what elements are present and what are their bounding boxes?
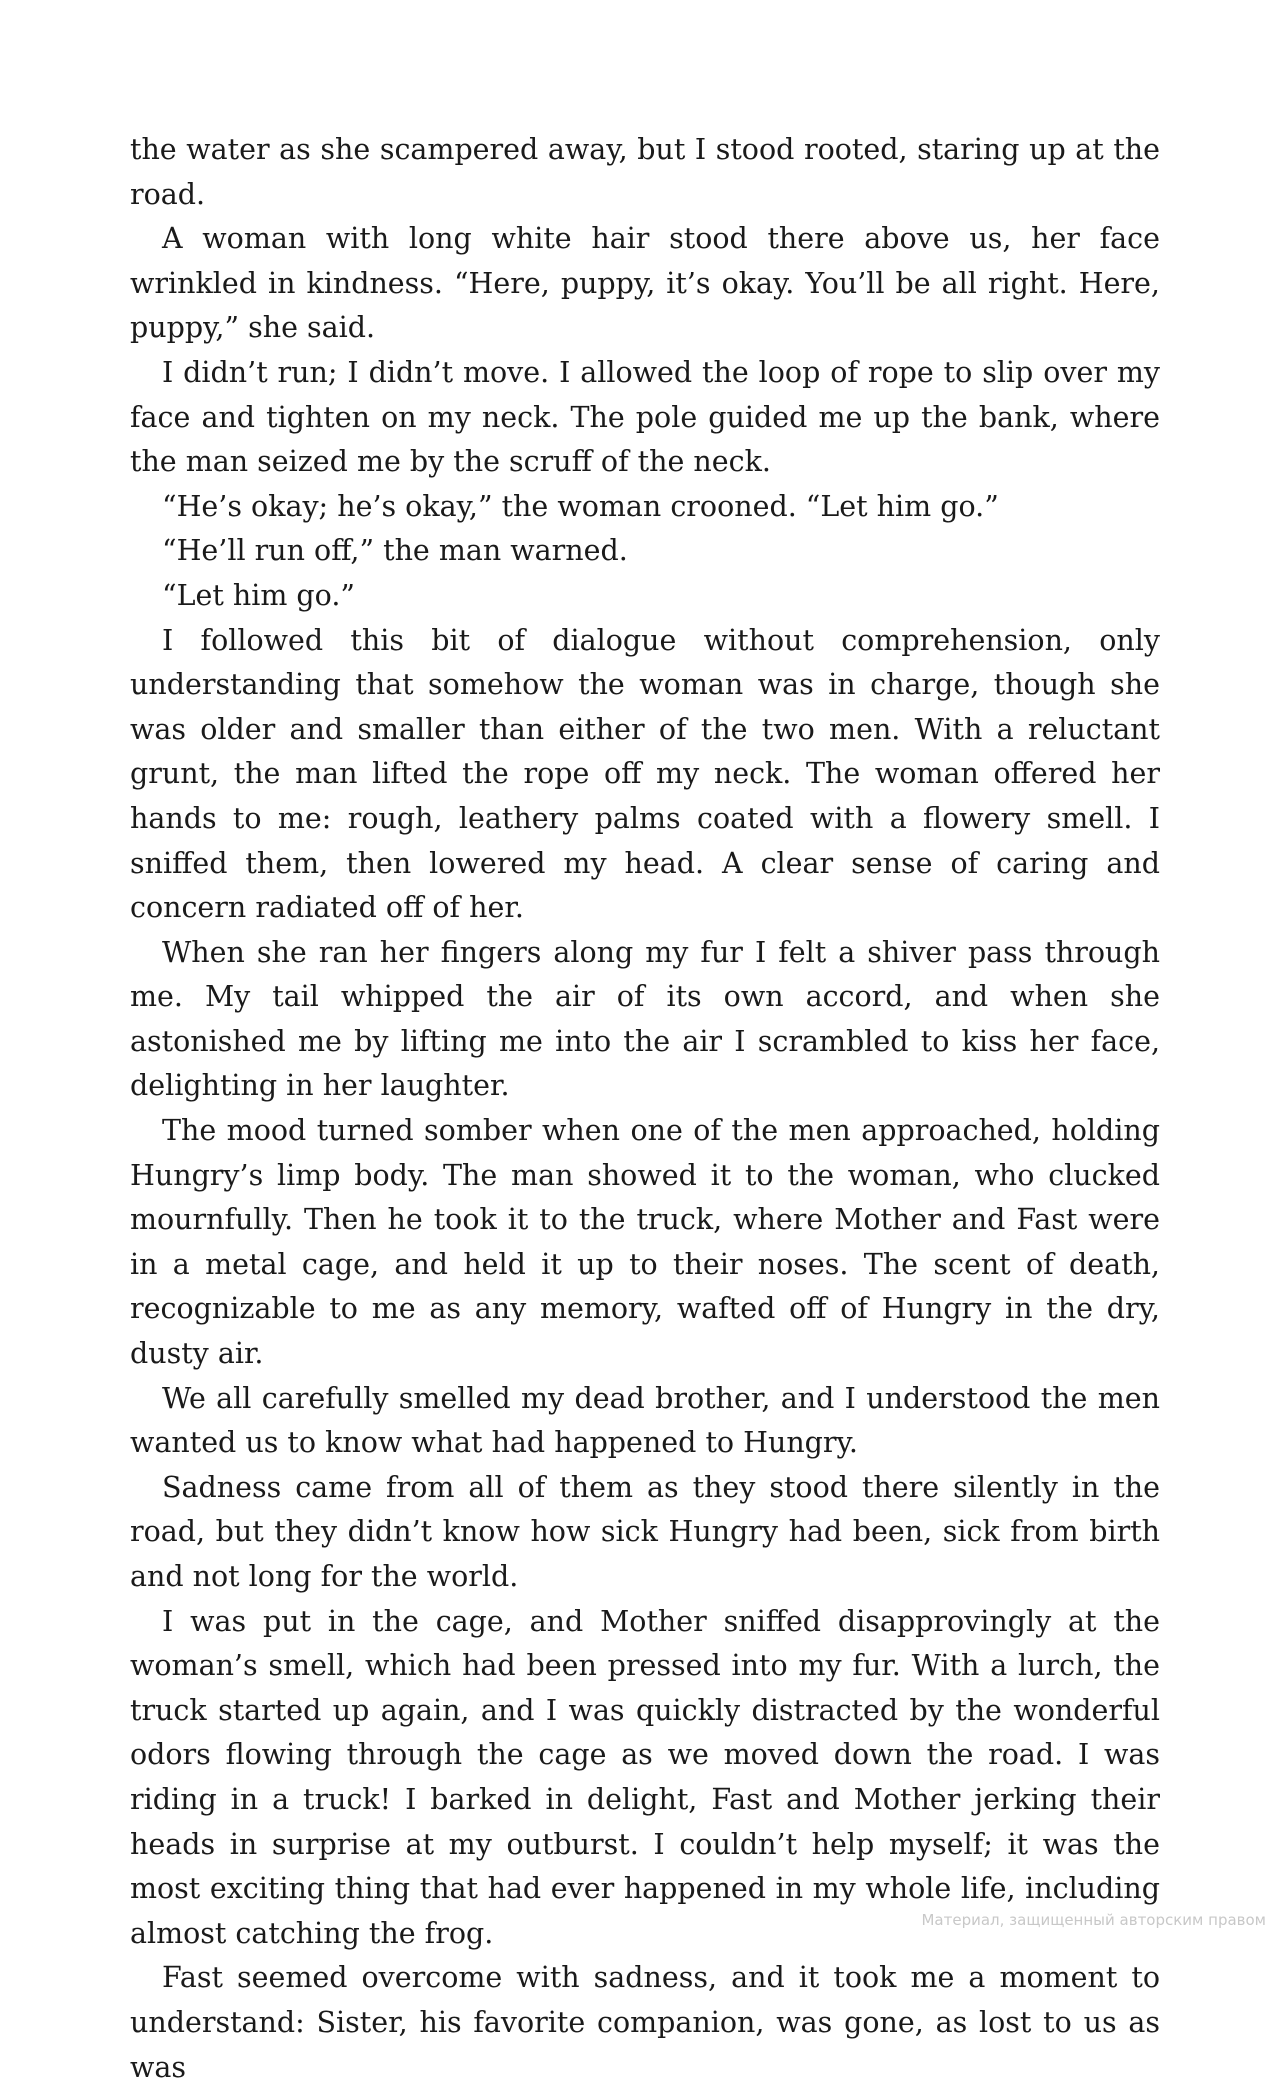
paragraph-11: Sadness came from all of them as they stood there silently in the road, but they didn’t know how sick Hungry had been, sick from birth and not long for the world. — [130, 1470, 1160, 1593]
paragraph-1: the water as she scampered away, but I stood rooted, staring up at the road. — [130, 133, 1160, 211]
paragraph-9: The mood turned somber when one of the men approached, holding Hungry’s limp body. The man showed it to the woman, who clucked mournfully. Then he took it to the truck, where Mother and Fast were in a metal cage, and held it up to their noses. The scent of death, recognizable to me as any memory, wafted off of Hungry in the dry, dusty air. — [130, 1114, 1160, 1371]
paragraph-4: “He’s okay; he’s okay,” the woman crooned. “Let him go.” — [162, 489, 999, 523]
paragraph-2: A woman with long white hair stood there above us, her face wrinkled in kindness. “Here, puppy, it’s okay. You’ll be all right. Here, puppy,” she said. — [130, 222, 1160, 345]
paragraph-10: We all carefully smelled my dead brother, and I understood the men wanted us to know what had happened to Hungry. — [130, 1381, 1160, 1460]
paragraph-6: “Let him go.” — [162, 578, 355, 612]
paragraph-8: When she ran her fingers along my fur I felt a shiver pass through me. My tail whipped the air of its own accord, and when she astonished me by lifting me into the air I scrambled to kiss her face, delighting in her laughter. — [130, 935, 1160, 1103]
paragraph-5: “He’ll run off,” the man warned. — [162, 534, 628, 568]
paragraph-12: I was put in the cage, and Mother sniffed disapprovingly at the woman’s smell, which had been pressed into my fur. With a lurch, the truck started up again, and I was quickly distracted by the wonderful odors flowing through the cage as we moved down the road. I was riding in a truck! I barked in delight, Fast and Mother jerking their heads in surprise at my outburst. I couldn’t help myself; it was the most exciting thing that had ever happened in my whole life, including almost catching the frog. — [130, 1604, 1160, 1950]
copyright-watermark: Материал, защищенный авторским правом — [921, 1911, 1266, 1929]
paragraph-7: I followed this bit of dialogue without comprehension, only understanding that somehow the woman was in charge, though she was older and smaller than either of the two men. With a reluctant grunt, the man lifted the rope off my neck. The woman offered her hands to me: rough, leathery palms coated with a flowery smell. I sniffed them, then lowered my head. A clear sense of caring and concern radiated off of her. — [130, 623, 1160, 925]
book-page-text — [130, 128, 1160, 2090]
paragraph-13: Fast seemed overcome with sadness, and it took me a moment to understand: Sister, his favorite companion, was gone, as lost to us as was — [130, 1961, 1160, 2084]
paragraph-3: I didn’t run; I didn’t move. I allowed the loop of rope to slip over my face and tighten on my neck. The pole guided me up the bank, where the man seized me by the scruff of the neck. — [130, 355, 1160, 479]
